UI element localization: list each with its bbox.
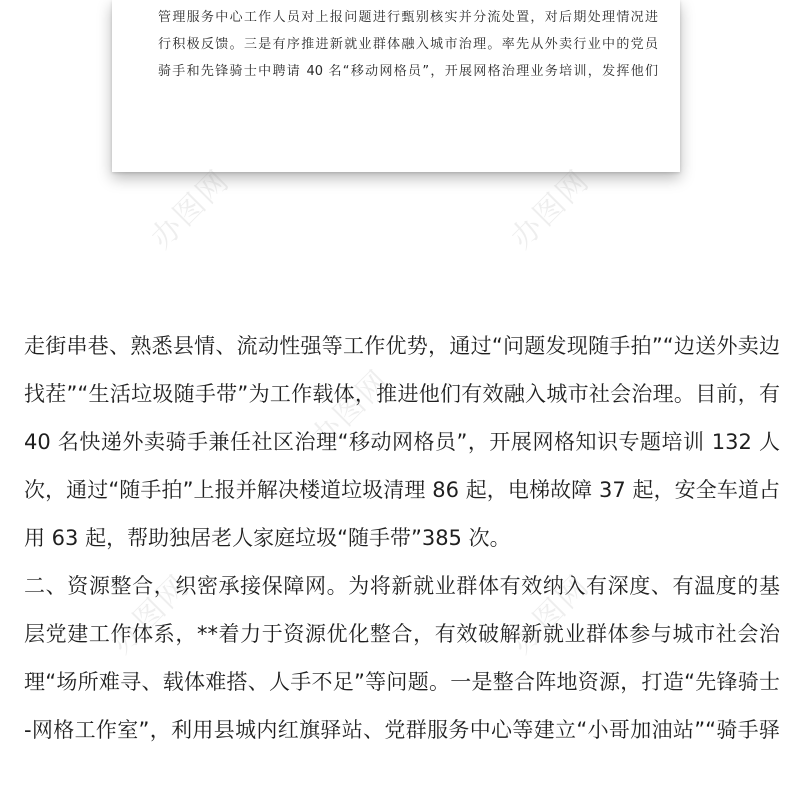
card-line: 行积极反馈。三是有序推进新就业群体融入城市治理。率先从外卖行业中的党员 [158,37,658,52]
watermark-logo: 办图网 [504,568,597,661]
body-line: 层党建工作体系，**着力于资源优化整合，有效破解新就业群体参与城市社会治 [24,622,780,646]
document-body [24,322,780,754]
body-line: 走街串巷、熟悉县情、流动性强等工作优势，通过“问题发现随手拍”“边送外卖边 [24,334,780,358]
card-line: 骑手和先锋骑士中聘请 40 名“移动网格员”，开展网格治理业务培训，发挥他们 [158,64,658,79]
body-line: -网格工作室”，利用县城内红旗驿站、党群服务中心等建立“小哥加油站”“骑手驿 [24,718,780,742]
watermark-logo: 办图网 [304,363,397,456]
body-line: 找茬”“生活垃圾随手带”为工作载体，推进他们有效融入城市社会治理。目前，有 [24,382,780,406]
document-preview-card [112,0,680,172]
watermark-logo: 办图网 [144,163,237,256]
card-line: 管理服务中心工作人员对上报问题进行甄别核实并分流处置，对后期处理情况进 [158,10,658,25]
card-text-block [158,4,658,85]
body-line: 用 63 起，帮助独居老人家庭垃圾“随手带”385 次。 [24,526,511,550]
body-line: 次，通过“随手拍”上报并解决楼道垃圾清理 86 起，电梯故障 37 起，安全车道占 [24,478,780,502]
body-line: 理“场所难寻、载体难搭、人手不足”等问题。一是整合阵地资源，打造“先锋骑士 [24,670,780,694]
section-heading-line: 二、资源整合，织密承接保障网。为将新就业群体有效纳入有深度、有温度的基 [24,574,780,598]
watermark-logo: 办图网 [504,163,597,256]
watermark-logo: 办图网 [104,568,197,661]
body-line: 40 名快递外卖骑手兼任社区治理“移动网格员”，开展网格知识专题培训 132 人 [24,430,780,454]
